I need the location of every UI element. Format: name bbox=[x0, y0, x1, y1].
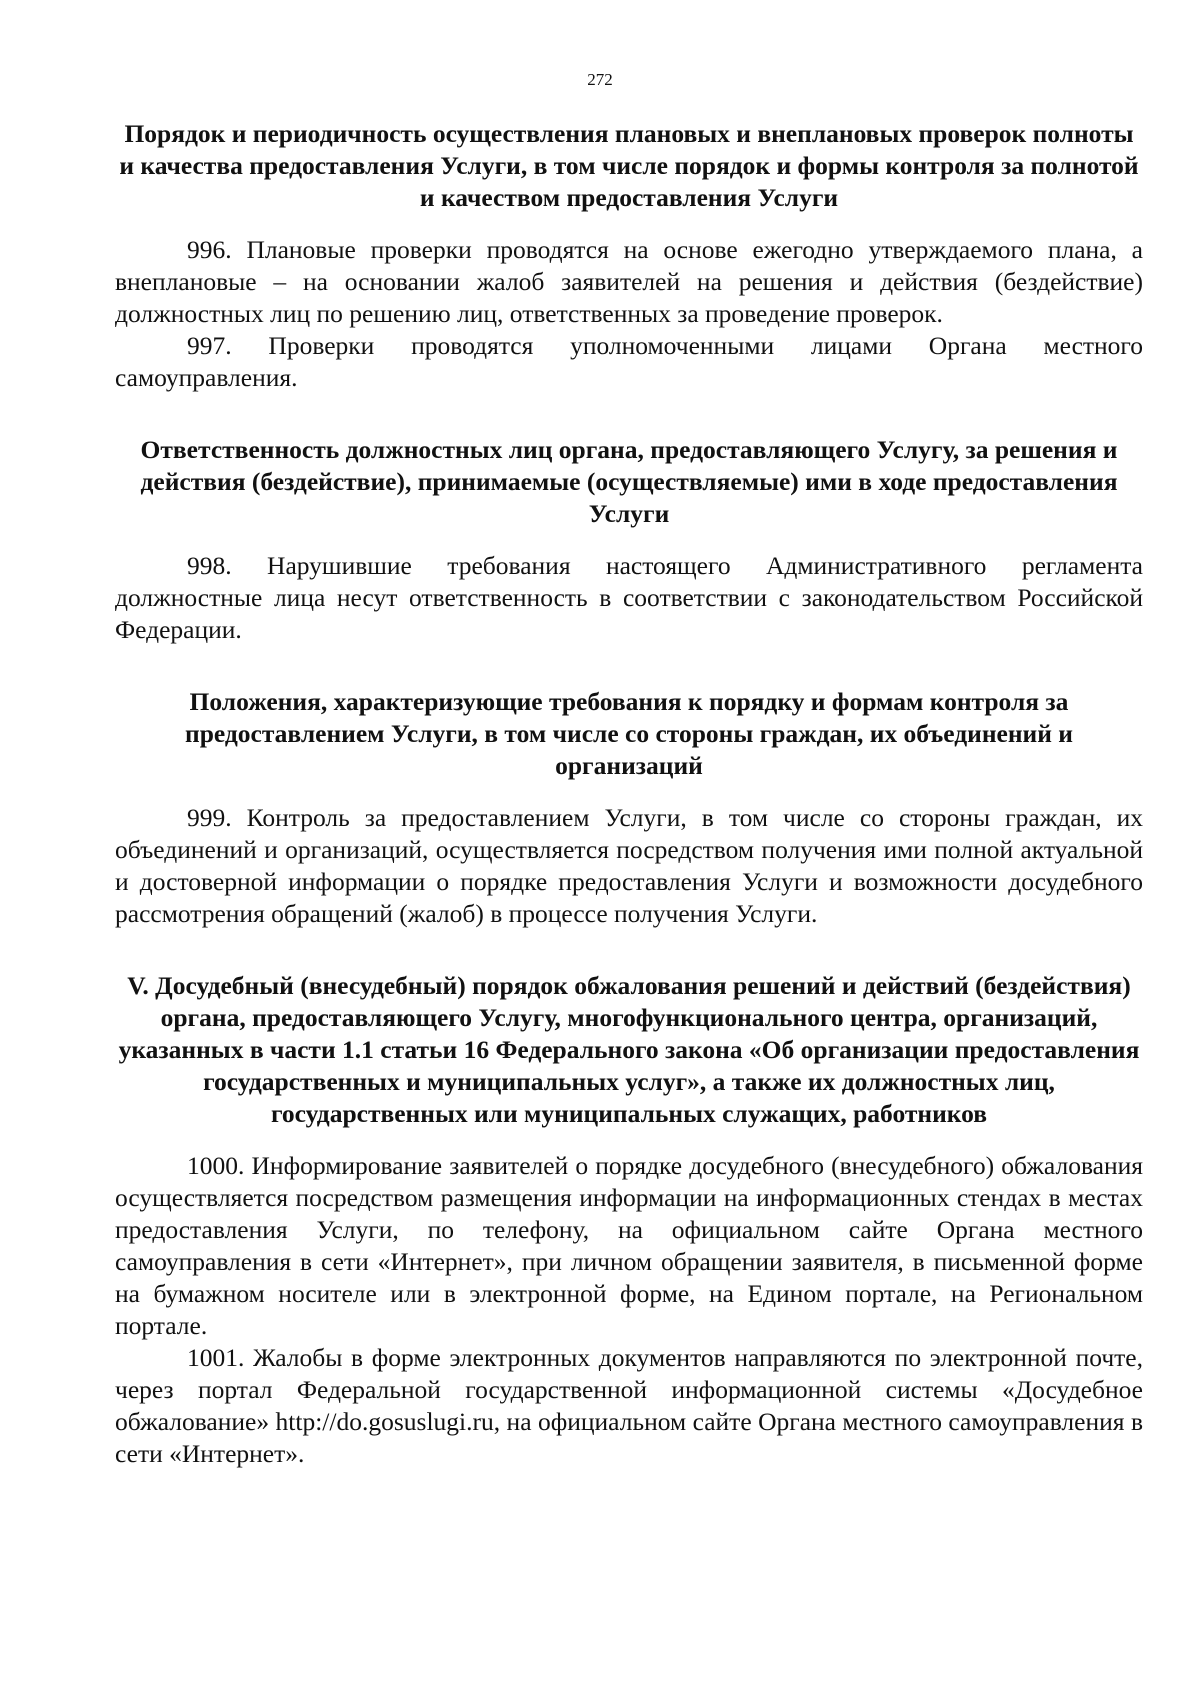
paragraph-997: 997. Проверки проводятся уполномоченными лицами Органа местного самоуправления. bbox=[115, 331, 1143, 392]
section-responsibility bbox=[115, 434, 1143, 646]
page-number: 272 bbox=[587, 70, 613, 89]
paragraph-1001: 1001. Жалобы в форме электронных документов направляются по электронной почте, через портал Федеральной государственной информационной системы «Досудебное обжалование» http://do.gosuslugi.ru, на официальном сайте Органа местного самоуправления в сети «Интернет». bbox=[115, 1343, 1143, 1468]
section-heading: Ответственность должностных лиц органа, предоставляющего Услугу, за решения и действия (бездействие), принимаемые (осуществляемые) ими в ходе предоставления Услуги bbox=[140, 435, 1118, 528]
section-heading: Положения, характеризующие требования к порядку и формам контроля за предоставлением Услуги, в том числе со стороны граждан, их объединений и организаций bbox=[185, 687, 1073, 780]
paragraph-998: 998. Нарушившие требования настоящего Административного регламента должностные лица несут ответственность в соответствии с законодательством Российской Федерации. bbox=[115, 551, 1143, 644]
document-body bbox=[115, 118, 1143, 1470]
section-heading: Порядок и периодичность осуществления плановых и внеплановых проверок полноты и качества предоставления Услуги, в том числе порядок и формы контроля за полнотой и качеством предоставления Услуги bbox=[119, 119, 1139, 212]
paragraph-1000: 1000. Информирование заявителей о порядке досудебного (внесудебного) обжалования осуществляется посредством размещения информации на информационных стендах в местах предоставления Услуги, по телефону, на официальном сайте Органа местного самоуправления в сети «Интернет», при личном обращении заявителя, в письменной форме на бумажном носителе или в электронной форме, на Едином портале, на Региональном портале. bbox=[115, 1151, 1143, 1340]
section-heading: V. Досудебный (внесудебный) порядок обжалования решений и действий (бездействия) органа, предоставляющего Услугу, многофункционального центра, организаций, указанных в части 1.1 статьи 16 Федерального закона «Об организации предоставления государственных и муниципальных услуг», а также их должностных лиц, государственных или муниципальных служащих, работников bbox=[118, 971, 1140, 1128]
section-pretrial-appeal bbox=[115, 970, 1143, 1470]
paragraph-996: 996. Плановые проверки проводятся на основе ежегодно утверждаемого плана, а внеплановые – на основании жалоб заявителей на решения и действия (бездействие) должностных лиц по решению лиц, ответственных за проведение проверок. bbox=[115, 235, 1143, 328]
paragraph-999: 999. Контроль за предоставлением Услуги, в том числе со стороны граждан, их объединений и организаций, осуществляется посредством получения ими полной актуальной и достоверной информации о порядке предоставления Услуги и возможности досудебного рассмотрения обращений (жалоб) в процессе получения Услуги. bbox=[115, 803, 1143, 928]
section-control-requirements bbox=[115, 686, 1143, 930]
section-inspections bbox=[115, 118, 1143, 394]
